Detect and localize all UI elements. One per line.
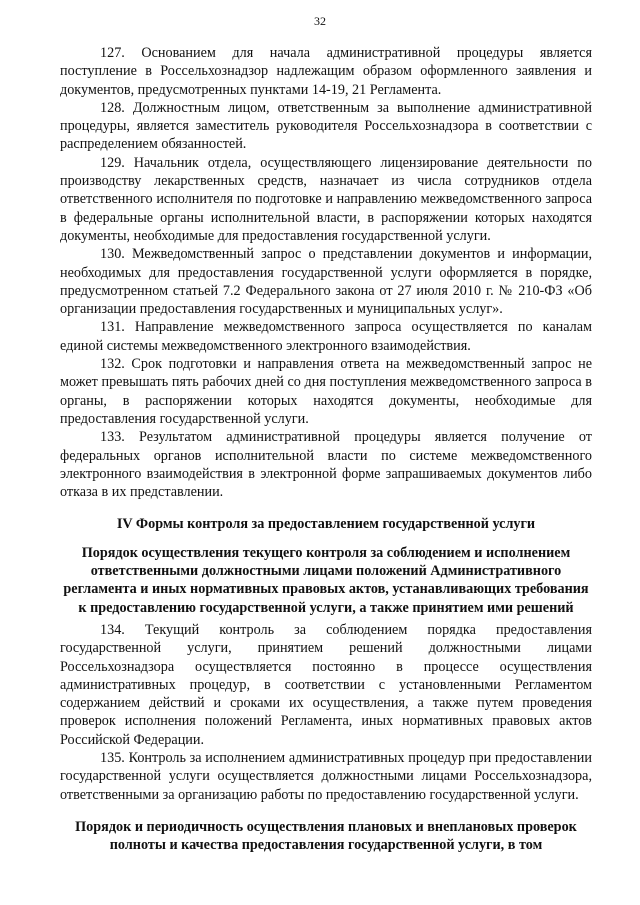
paragraph-129: 129. Начальник отдела, осуществляющего лицензирование деятельности по производству лекарственных средств, назначает из числа сотрудников отдела ответственного исполнителя по подготовке и направлению межведомственного запроса в федеральные органы исполнительной власти, в распоряжении которых находятся документы, необходимые для предоставления государственной услуги. xyxy=(60,154,592,244)
paragraph-135: 135. Контроль за исполнением административных процедур при предоставлении государственной услуги осуществляется должностными лицами Россельхознадзора, ответственными за организацию работы по предоставлению государственной услуги. xyxy=(60,749,592,803)
document-body xyxy=(60,44,592,854)
paragraph-134: 134. Текущий контроль за соблюдением порядка предоставления государственной услуги, принятием решений должностными лицами Россельхознадзора осуществляется постоянно в процессе осуществления административных процедур, в соответствии с установленными Регламентом содержанием действий и сроками их осуществления, а также путем проведения проверок исполнения положений Регламента, иных нормативных правовых актов Российской Федерации. xyxy=(60,621,592,748)
paragraph-127: 127. Основанием для начала административной процедуры является поступление в Россельхознадзор надлежащим образом оформленного заявления и документов, предусмотренных пунктами 14-19, 21 Регламента. xyxy=(60,45,592,98)
paragraph-133: 133. Результатом административной процедуры является получение от федеральных органов исполнительной власти по системе межведомственного электронного взаимодействия в электронной форме запрашиваемых документов либо отказа в их представлении. xyxy=(60,429,592,501)
paragraph-132: 132. Срок подготовки и направления ответа на межведомственный запрос не может превышать пять рабочих дней со дня поступления межведомственного запроса в органы, в распоряжении которых находятся документы, необходимые для предоставления государственной услуги. xyxy=(60,356,592,427)
paragraph-128: 128. Должностным лицом, ответственным за выполнение административной процедуры, является заместитель руководителя Россельхознадзора в соответствии с распределением обязанностей. xyxy=(60,99,592,153)
subheading-inspections: Порядок и периодичность осуществления плановых и внеплановых проверок полноты и качества предоставления государственной услуги, в том xyxy=(75,818,577,854)
page-number: 32 xyxy=(314,14,326,28)
subheading-current-control: Порядок осуществления текущего контроля за соблюдением и исполнением ответственными должностными лицами положений Административного регламента и иных нормативных правовых актов, устанавливающих требования к предоставлению государственной услуги, а также принятием ими решений xyxy=(63,544,589,616)
section-heading: IV Формы контроля за предоставлением государственной услуги xyxy=(116,516,536,533)
paragraph-131: 131. Направление межведомственного запроса осуществляется по каналам единой системы межведомственного электронного взаимодействия. xyxy=(60,319,592,354)
paragraph-130: 130. Межведомственный запрос о представлении документов и информации, необходимых для предоставления государственной услуги оформляется в порядке, предусмотренном статьей 7.2 Федерального закона от 27 июля 2010 г. № 210-ФЗ «Об организации предоставления государственных и муниципальных услуг». xyxy=(60,246,592,318)
